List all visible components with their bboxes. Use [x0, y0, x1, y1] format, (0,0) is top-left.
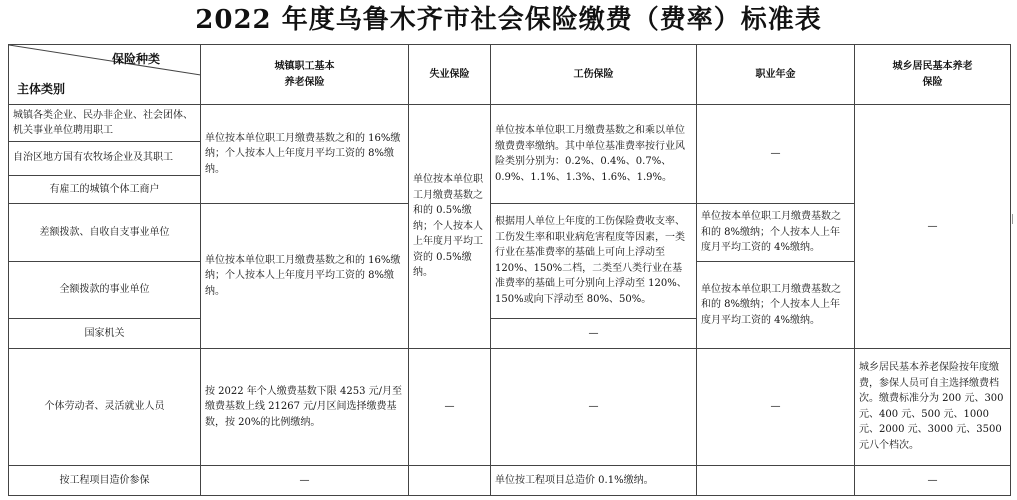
subject-cell: 自治区地方国有农牧场企业及其职工: [9, 141, 201, 175]
pension-individual-cell: 按 2022 年个人缴费基数下限 4253 元/月至缴费基数上线 21267 元/月区间选择缴费基数，按 20%的比例缴纳。: [201, 348, 409, 465]
header-corner-cell: [9, 45, 201, 105]
resident-individual-cell: 城乡居民基本养老保险按年度缴费，参保人员可自主选择缴费档次。缴费标准分为 200 元、300 元、400 元、500 元、1000 元、2000 元、3000 元、3500 元八个档次。: [855, 348, 1011, 465]
subject-cell: 个体劳动者、灵活就业人员: [9, 348, 201, 465]
injury-base-rate-cell: 单位按本单位职工月缴费基数之和乘以单位缴费费率缴纳。其中单位基准费率按行业风险类别分别为：0.2%、0.4%、0.7%、0.9%、1.1%、1.3%、1.6%、1.9%。: [491, 105, 697, 204]
subject-cell: 有雇工的城镇个体工商户: [9, 175, 201, 203]
resident-project-cell: —: [855, 465, 1011, 495]
subject-cell: 差额拨款、自收自支事业单位: [9, 204, 201, 262]
annuity-diff-funded-cell: 单位按本单位职工月缴费基数之和的 8%缴纳；个人按本人上年度月平均工资的 4%缴纳。: [697, 204, 855, 262]
corner-insurance-type-label: 保险种类: [111, 52, 160, 66]
annuity-full-funded-cell: 单位按本单位职工月缴费基数之和的 8%缴纳；个人按本人上年度月平均工资的 4%缴纳。: [697, 262, 855, 349]
header-work-injury: 工伤保险: [491, 45, 697, 105]
annuity-enterprise-cell: —: [697, 105, 855, 204]
subject-cell: 按工程项目造价参保: [9, 465, 201, 495]
subject-cell: 全额拨款的事业单位: [9, 262, 201, 318]
header-occupational-annuity: 职业年金: [697, 45, 855, 105]
table-row: [9, 348, 1011, 465]
table-row: [9, 105, 1011, 141]
pension-public-sector-cell: 单位按本单位职工月缴费基数之和的 16%缴纳；个人按本人上年度月平均工资的 8%缴纳。: [201, 204, 409, 349]
resident-main-cell: —: [855, 105, 1011, 349]
injury-individual-cell: —: [491, 348, 697, 465]
injury-float-rate-cell: 根据用人单位上年度的工伤保险费收支率、工伤发生率和职业病危害程度等因素，一类行业在基准费率的基础上可向上浮动至 120%、150%二档，二类至八类行业在基准费率的基础上可分别向上浮动至 120%、150%或向下浮动至 80%、50%。: [491, 204, 697, 319]
unemployment-main-cell: 单位按本单位职工月缴费基数之和的 0.5%缴纳；个人按本人上年度月平均工资的 0.5%缴纳。: [409, 105, 491, 349]
header-urban-pension-line1: 城镇职工基本: [274, 61, 335, 73]
injury-gov-cell: —: [491, 318, 697, 348]
header-unemployment: 失业保险: [409, 45, 491, 105]
injury-project-cell: 单位按工程项目总造价 0.1%缴纳。: [491, 465, 697, 495]
header-urban-pension-line2: 养老保险: [284, 76, 325, 88]
pension-enterprise-cell: 单位按本单位职工月缴费基数之和的 16%缴纳；个人按本人上年度月平均工资的 8%缴纳。: [201, 105, 409, 204]
header-resident-pension: [855, 45, 1011, 105]
insurance-rate-table: [8, 44, 1011, 496]
unemployment-individual-cell: —: [409, 348, 491, 465]
header-row: [9, 45, 1011, 105]
corner-subject-label: 主体类别: [17, 81, 66, 96]
subject-cell: 城镇各类企业、民办非企业、社会团体、机关事业单位聘用职工: [9, 105, 201, 141]
page-title: 2022 年度乌鲁木齐市社会保险缴费（费率）标准表: [195, 5, 822, 35]
header-urban-pension: [201, 45, 409, 105]
subject-cell: 国家机关: [9, 318, 201, 348]
table-row: [9, 465, 1011, 495]
page-edge-mark: [1012, 214, 1017, 224]
pension-project-cell: —: [201, 465, 409, 495]
header-resident-pension-line2: 保险: [922, 76, 943, 88]
header-resident-pension-line1: 城乡居民基本养老: [892, 61, 973, 73]
annuity-individual-cell: —: [697, 348, 855, 465]
